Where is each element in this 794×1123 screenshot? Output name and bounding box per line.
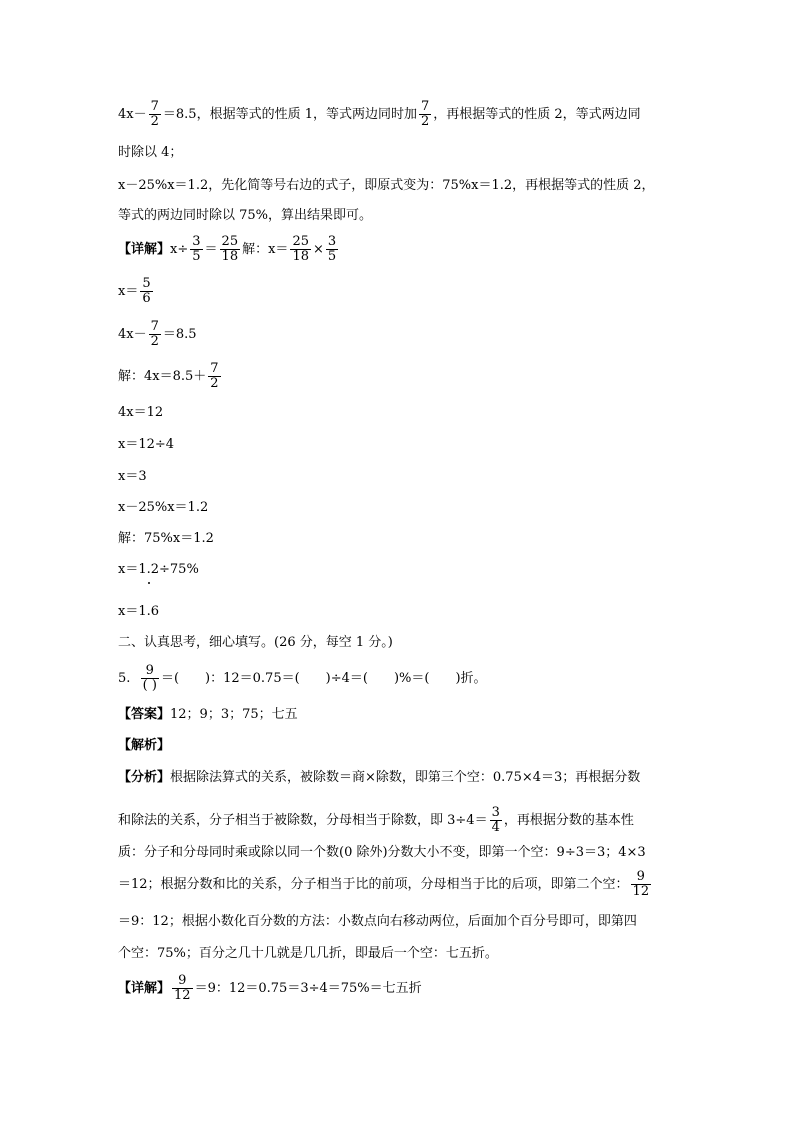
text-line-7: 4x－ $\frac{7}{2}$ ＝8.5 [118, 319, 197, 349]
fraction: $\frac{9}{( )}$ [142, 663, 157, 693]
fraction: $\frac{25}{18}$ [221, 234, 239, 264]
fraction: $\frac{5}{6}$ [142, 276, 151, 306]
text-line-21: 和除法的关系，分子相当于被除数，分母相当于除数，即 3÷4＝ $\frac{3}{4}$ ，再根据分数的基本性 [118, 805, 634, 835]
text-line-24: ＝9：12；根据小数化百分数的方法：小数点向右移动两位，后面加个百分号即可，即第四 [118, 914, 637, 929]
analysis-heading: 【解析】 [118, 738, 171, 753]
answer-line: 【答案】12；9；3；75；七五 [118, 707, 298, 722]
text-line-14: x＝1.2÷75% [118, 562, 199, 577]
text-line-11: x＝3 [118, 469, 147, 484]
text-line-20: 【分析】根据除法算式的关系，被除数＝商×除数，即第三个空：0.75×4＝3；再根据分数 [118, 770, 641, 785]
fraction: $\frac{7}{2}$ [420, 99, 430, 129]
text-line-2: 时除以 4； [118, 145, 183, 160]
text-line-1: 4x－ $\frac{7}{2}$ ＝8.5，根据等式的性质 1，等式两边同时加 $\frac{7}{2}$ ，再根据等式的性质 2，等式两边同 [118, 99, 641, 129]
text-line-13: 解：75%x＝1.2 [118, 531, 214, 546]
text-line-15: x＝1.6 [118, 604, 160, 619]
fraction: $\frac{7}{2}$ [150, 99, 159, 129]
text-line-23: ＝12；根据分数和比的关系，分子相当于比的前项，分母相当于比的后项，即第二个空： $\frac{9}{12}$ [118, 869, 650, 899]
fraction: $\frac{3}{4}$ [491, 805, 500, 835]
text-line-8: 解：4x＝8.5＋ $\frac{7}{2}$ [118, 361, 219, 391]
analysis-tag: 【分析】 [118, 770, 171, 785]
detail-tag: 【详解】 [118, 981, 171, 996]
text-line-9: 4x＝12 [118, 405, 164, 420]
fraction: $\frac{9}{12}$ [632, 869, 650, 899]
fraction: $\frac{7}{2}$ [210, 361, 219, 391]
text-line-25: 个空：75%；百分之几十几就是几几折，即最后一个空：七五折。 [118, 946, 498, 961]
text-line-12: x－25%x＝1.2 [118, 500, 209, 515]
answer-tag: 【答案】 [118, 707, 171, 722]
text-line-6: x＝ $\frac{5}{6}$ [118, 276, 151, 306]
stray-dot [148, 582, 150, 584]
fraction: $\frac{9}{12}$ [174, 973, 191, 1003]
fraction: $\frac{3}{5}$ [192, 234, 201, 264]
question-5: 5. $\frac{9}{( )}$ ＝( )：12＝0.75＝( )÷4＝( )%＝( )折。 [118, 663, 487, 693]
text-line-10: x＝12÷4 [118, 437, 175, 452]
detail-line: 【详解】 $\frac{9}{12}$ ＝9：12＝0.75＝3÷4＝75%＝七五折 [118, 973, 422, 1003]
text-line-5: 【详解】x÷ $\frac{3}{5}$ ＝ $\frac{25}{18}$ 解：x＝ $\frac{25}{18}$ × $\frac{3}{5}$ [118, 234, 337, 264]
detail-tag: 【详解】 [118, 242, 171, 257]
fraction: $\frac{7}{2}$ [150, 319, 159, 349]
section-heading: 二、认真思考，细心填写。(26 分，每空 1 分。) [118, 635, 393, 650]
text-line-22: 质：分子和分母同时乘或除以同一个数(0 除外)分数大小不变，即第一个空：9÷3＝3；4×3 [118, 845, 646, 860]
text-line-3: x－25%x＝1.2，先化简等号右边的式子，即原式变为：75%x＝1.2，再根据等式的性质 2， [118, 178, 655, 193]
text-line-4: 等式的两边同时除以 75%，算出结果即可。 [118, 208, 373, 223]
fraction: $\frac{3}{5}$ [327, 234, 337, 264]
fraction: $\frac{25}{18}$ [292, 234, 309, 264]
